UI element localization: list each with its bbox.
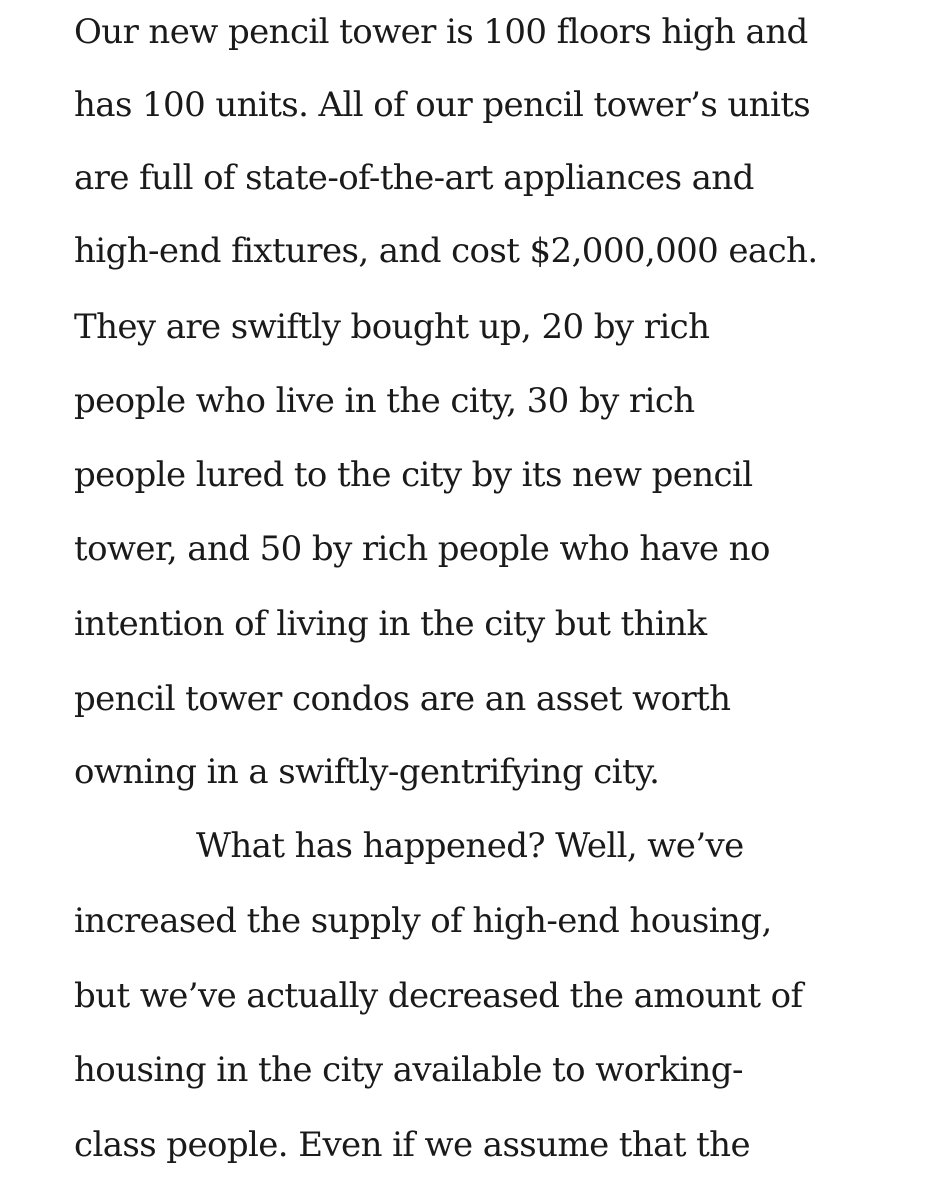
text-line: class people. Even if we assume that the	[74, 1125, 750, 1165]
text-line: They are swiftly bought up, 20 by rich	[74, 307, 710, 347]
text-line: owning in a swiftly-gentrifying city.	[74, 752, 660, 792]
text-line: Our new pencil tower is 100 floors high and	[74, 12, 808, 52]
text-line: housing in the city available to working-	[74, 1050, 743, 1090]
text-line: are full of state-of-the-art appliances and	[74, 158, 754, 198]
text-line: people who live in the city, 30 by rich	[74, 381, 695, 421]
text-line: increased the supply of high-end housing,	[74, 901, 772, 941]
paragraph-indent-line: What has happened? Well, we’ve	[196, 826, 744, 866]
text-line: intention of living in the city but think	[74, 604, 707, 644]
text-line: but we’ve actually decreased the amount of	[74, 976, 803, 1016]
text-line: people lured to the city by its new pencil	[74, 455, 753, 495]
text-line: has 100 units. All of our pencil tower’s units	[74, 85, 811, 125]
text-line: high-end fixtures, and cost $2,000,000 each.	[74, 231, 818, 271]
text-line: tower, and 50 by rich people who have no	[74, 529, 770, 569]
text-line: pencil tower condos are an asset worth	[74, 679, 731, 719]
